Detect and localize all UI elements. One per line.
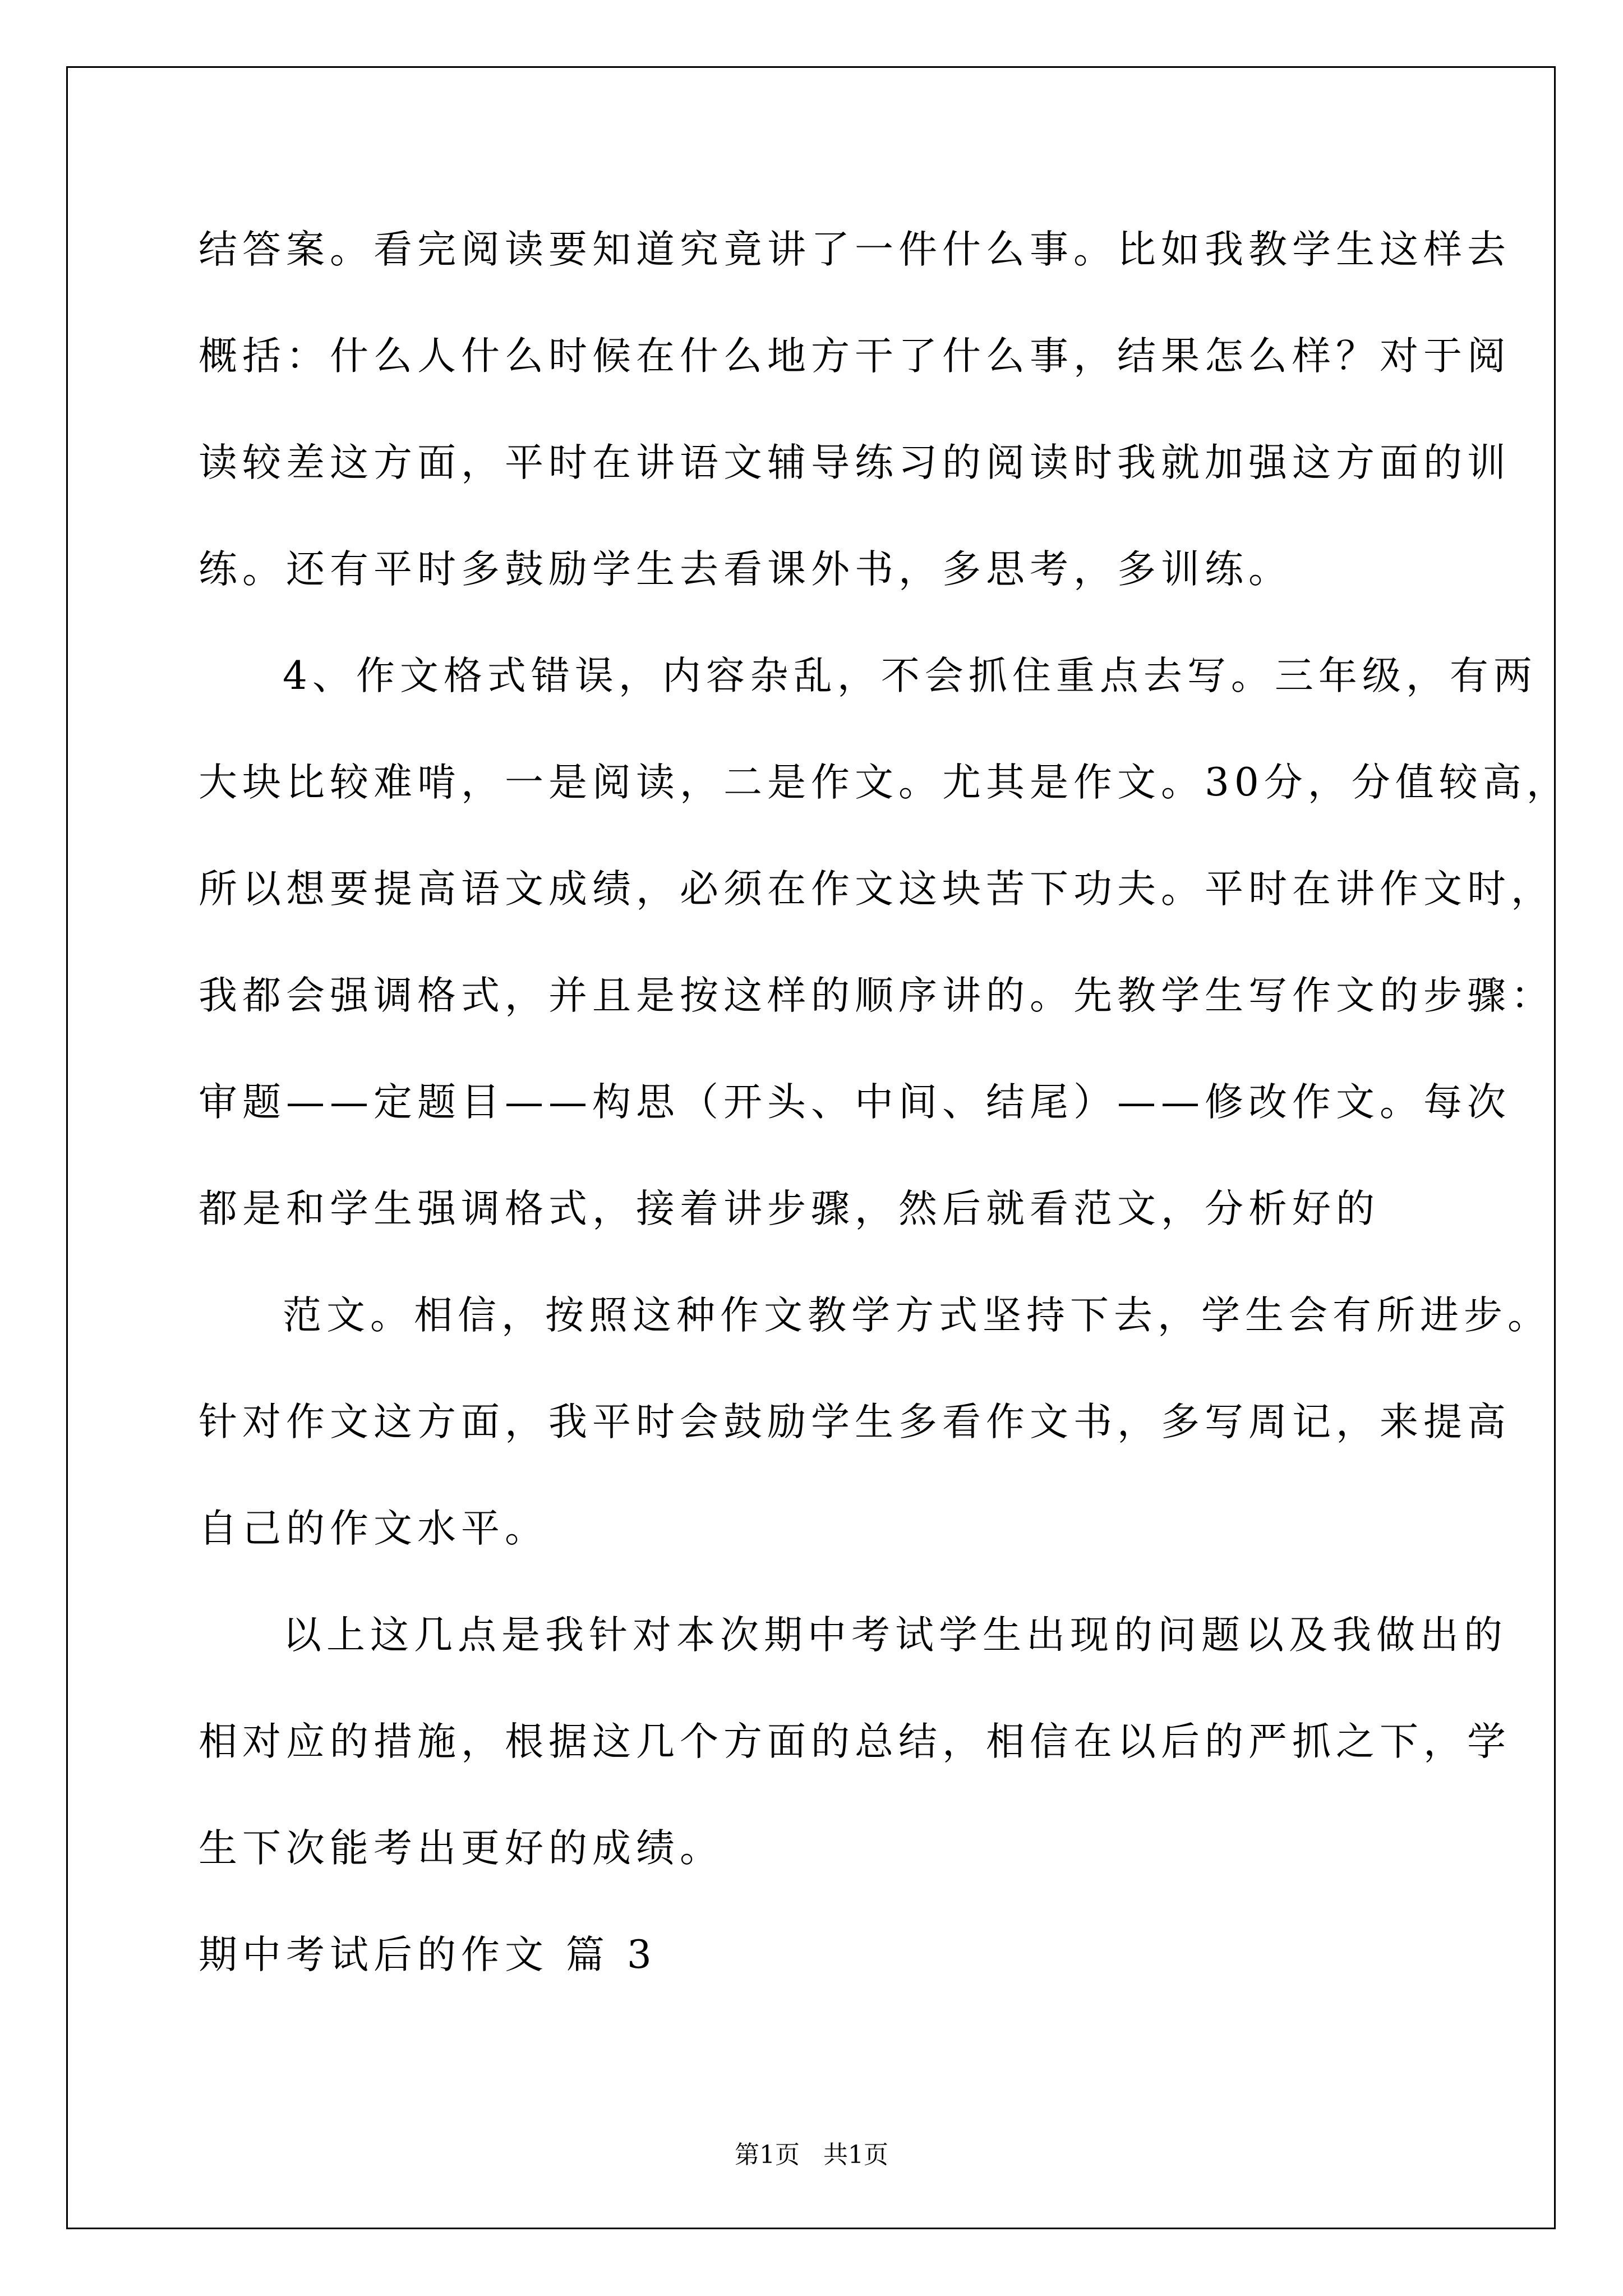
text-line: 读较差这方面，平时在讲语文辅导练习的阅读时我就加强这方面的训 [199,440,1511,485]
text-line: 练。还有平时多鼓励学生去看课外书，多思考，多训练。 [199,547,1292,592]
text-line: 生下次能考出更好的成绩。 [199,1826,723,1871]
text-line: 相对应的措施，根据这几个方面的总结，相信在以后的严抓之下，学 [199,1719,1511,1764]
text-line: 自己的作文水平。 [199,1506,548,1551]
text-line: 4、作文格式错误，内容杂乱，不会抓住重点去写。三年级，有两 [283,654,1537,698]
text-line: 都是和学生强调格式，接着讲步骤，然后就看范文，分析好的 [199,1186,1380,1231]
text-line: 概括：什么人什么时候在什么地方干了什么事，结果怎么样？对于阅 [199,334,1511,379]
text-line: 审题——定题目——构思（开头、中间、结尾）——修改作文。每次 [199,1080,1511,1125]
text-line: 大块比较难啃，一是阅读，二是作文。尤其是作文。30分，分值较高， [199,760,1570,805]
page-number-footer: 第1页 共1页 [735,2141,888,2169]
document-body [199,219,1570,2031]
text-line: 所以想要提高语文成绩，必须在作文这块苦下功夫。平时在讲作文时， [199,867,1555,912]
text-line: 我都会强调格式，并且是按这样的顺序讲的。先教学生写作文的步骤： [199,973,1555,1018]
section-heading: 期中考试后的作文 篇 3 [199,1932,657,1977]
text-line: 以上这几点是我针对本次期中考试学生出现的问题以及我做出的 [283,1613,1507,1658]
text-line: 结答案。看完阅读要知道究竟讲了一件什么事。比如我教学生这样去 [199,227,1511,272]
text-line: 范文。相信，按照这种作文教学方式坚持下去，学生会有所进步。 [283,1293,1551,1338]
text-line: 针对作文这方面，我平时会鼓励学生多看作文书，多写周记，来提高 [199,1400,1511,1444]
